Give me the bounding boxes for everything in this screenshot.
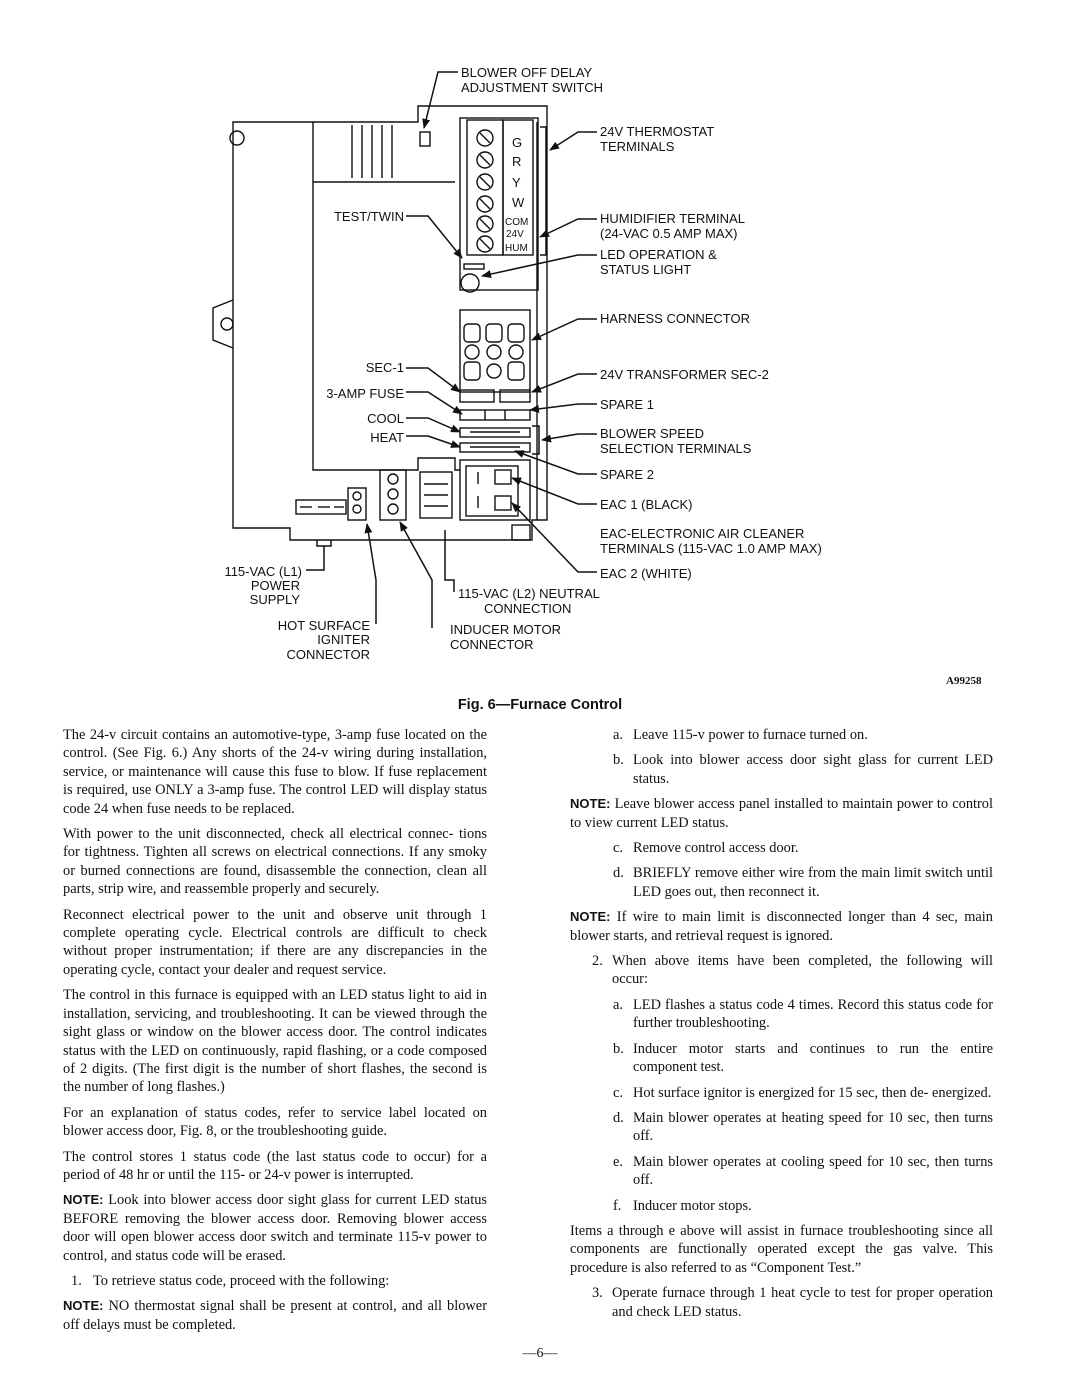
list-marker: 3. [592, 1285, 603, 1302]
note-label: NOTE: [63, 1192, 104, 1208]
label-igniter-3: CONNECTOR [286, 647, 370, 662]
list-item [63, 1272, 487, 1290]
label-harness: HARNESS CONNECTOR [600, 311, 751, 326]
terminal-y: Y [512, 175, 521, 190]
label-power: 115-VAC (L1) [224, 564, 302, 579]
note [63, 1191, 487, 1265]
paragraph: For an explanation of status codes, refer to service label located on blower access door, Fig. 8, or the troubleshooting guide. [63, 1104, 487, 1140]
list-text: Inducer motor stops. [633, 1197, 752, 1214]
label-cool: COOL [367, 411, 404, 426]
list-marker: d. [613, 1109, 624, 1126]
note-label: NOTE: [63, 1298, 104, 1314]
label-inducer-2: CONNECTOR [450, 637, 534, 652]
list-marker: b. [613, 1040, 624, 1057]
list-item [570, 726, 993, 744]
list-item [570, 1040, 993, 1077]
terminal-g: G [512, 135, 523, 150]
label-heat: HEAT [370, 430, 404, 445]
list-text: Look into blower access door sight glass for current LED status. [633, 752, 993, 787]
list-text: To retrieve status code, proceed with the following: [93, 1272, 390, 1289]
list-item [570, 1084, 993, 1102]
label-neutral: 115-VAC (L2) NEUTRAL [458, 586, 600, 601]
list-text: Main blower operates at cooling speed for 10 sec, then turns off. [633, 1153, 993, 1189]
terminal-24v: 24V [506, 229, 524, 240]
paragraph: Reconnect electrical power to the unit and observe unit through 1 complete operating cycle. Electrical controls are difficult to check without proper instrumentation; if there are any discrepancies in the operating cycle, contact your dealer and request service. [63, 906, 487, 978]
list-item [570, 996, 993, 1033]
paragraph: The control stores 1 status code (the last status code to occur) for a period of 48 hr or until the 115- or 24-v power is interrupted. [63, 1148, 487, 1183]
list-text: Leave 115-v power to furnace turned on. [633, 727, 868, 743]
label-transformer: 24V TRANSFORMER SEC-2 [600, 367, 769, 382]
paragraph: With power to the unit disconnected, check all electrical connec- tions for tightness. Tighten all screws on electrical connections. If any smoky or burned connections are found, disassemble the connection, clean all parts, strip wire, and reassemble properly and securely. [63, 826, 487, 898]
list-item [570, 1284, 993, 1321]
right-column [570, 726, 993, 1328]
list-text: When above items have been completed, the following will occur: [612, 953, 993, 988]
list-text: Main blower operates at heating speed for 10 sec, then turns off. [633, 1109, 993, 1145]
list-text: BRIEFLY remove either wire from the main limit switch until LED goes out, then reconnect it. [633, 865, 993, 900]
list-item [570, 1197, 993, 1215]
control-board [213, 106, 547, 540]
figure-id: A99258 [946, 675, 982, 687]
list-item [570, 1109, 993, 1146]
label-neutral-2: CONNECTION [484, 601, 572, 616]
label-eac-terminals: EAC-ELECTRONIC AIR CLEANER [600, 526, 805, 541]
label-inducer: INDUCER MOTOR [450, 622, 561, 637]
list-marker: d. [613, 865, 624, 882]
list-marker: a. [613, 996, 623, 1013]
figure-caption: Fig. 6—Furnace Control [457, 697, 623, 713]
terminal-r: R [512, 154, 522, 169]
list-text: Operate furnace through 1 heat cycle to test for proper operation and check LED status. [612, 1285, 993, 1320]
list-marker: e. [613, 1153, 623, 1170]
page-number: —6— [522, 1346, 558, 1361]
label-fuse: 3-AMP FUSE [326, 386, 404, 401]
list-item [570, 952, 993, 989]
list-marker: c. [613, 1084, 623, 1101]
label-spare2: SPARE 2 [600, 467, 654, 482]
list-marker: b. [613, 752, 624, 769]
label-humidifier: HUMIDIFIER TERMINAL [600, 211, 745, 226]
list-marker: f. [613, 1197, 622, 1214]
list-item [570, 864, 993, 901]
list-text: Remove control access door. [633, 840, 799, 857]
label-power-2: POWER [250, 578, 300, 593]
label-test-twin: TEST/TWIN [333, 209, 404, 224]
terminal-com: COM [505, 217, 529, 228]
label-eac2: EAC 2 (WHITE) [600, 566, 692, 581]
list-marker: c. [613, 840, 623, 857]
label-blower-off-delay-2: ADJUSTMENT SWITCH [461, 80, 604, 95]
list-text: Hot surface ignitor is energized for 15 sec, then de- energized. [633, 1084, 992, 1101]
list-text: Inducer motor starts and continues to run the entire component test. [633, 1040, 993, 1076]
note-text: Leave blower access panel installed to maintain power to control to view current LED status. [570, 796, 993, 831]
paragraph: The control in this furnace is equipped with an LED status light to aid in installation, servicing, and troubleshooting. It can be viewed through the sight glass or window on the blower access door. The control indicates status with the LED on continuously, rapid flashing, or a code composed of 2 digits. (The first digit is the number of short flashes, the second is the number of long flashes.) [63, 987, 487, 1096]
label-thermostat: 24V THERMOSTAT [600, 124, 715, 139]
label-blower-speed-2: SELECTION TERMINALS [600, 441, 752, 456]
label-spare1: SPARE 1 [600, 397, 654, 412]
label-humidifier-2: (24-VAC 0.5 AMP MAX) [600, 226, 738, 241]
label-igniter-2: IGNITER [317, 632, 370, 647]
note-label: NOTE: [570, 909, 611, 925]
note-label: NOTE: [570, 796, 611, 812]
label-eac-terminals-2: TERMINALS (115-VAC 1.0 AMP MAX) [600, 541, 822, 556]
terminal-hum: HUM [505, 243, 528, 254]
note [570, 795, 993, 832]
terminal-w: W [512, 195, 525, 210]
label-led-2: STATUS LIGHT [600, 262, 692, 277]
label-eac1: EAC 1 (BLACK) [600, 497, 693, 512]
note-text: Look into blower access door sight glass for current LED status BEFORE removing the blower access door. Removing blower access door will open blower access door switch and terminate 115-v power to control, and status code will be erased. [63, 1192, 487, 1264]
label-power-3: SUPPLY [249, 592, 300, 607]
list-marker: 1. [71, 1272, 82, 1289]
list-marker: 2. [592, 953, 603, 970]
label-blower-speed: BLOWER SPEED [600, 426, 705, 441]
left-column [63, 726, 487, 1341]
label-thermostat-2: TERMINALS [600, 139, 675, 154]
label-sec1: SEC-1 [365, 360, 404, 375]
list-marker: a. [613, 727, 623, 743]
list-text: LED flashes a status code 4 times. Record this status code for further troubleshooting. [633, 996, 993, 1032]
note-text: NO thermostat signal shall be present at control, and all blower off delays must be completed. [63, 1298, 487, 1333]
label-led: LED OPERATION & [600, 247, 717, 262]
note [63, 1297, 487, 1334]
label-blower-off-delay: BLOWER OFF DELAY [461, 65, 593, 80]
list-item [570, 1153, 993, 1190]
note [570, 908, 993, 945]
paragraph: Items a through e above will assist in furnace troubleshooting since all components are functionally operated except the gas valve. This procedure is also referred to as “Component Test.” [570, 1222, 993, 1276]
label-igniter: HOT SURFACE [277, 618, 370, 633]
list-item [570, 751, 993, 788]
paragraph: The 24-v circuit contains an automotive-type, 3-amp fuse located on the control. (See Fig. 6.) Any shorts of the 24-v wiring during installation, service, or maintenance will cause this fuse to blow. If fuse replacement is required, use ONLY a 3-amp fuse. The control LED will display status code 24 when fuse needs to be replaced. [63, 727, 487, 817]
note-text: If wire to main limit is disconnected longer than 4 sec, main blower starts, and retrieval request is ignored. [570, 909, 993, 944]
list-item [570, 839, 993, 857]
